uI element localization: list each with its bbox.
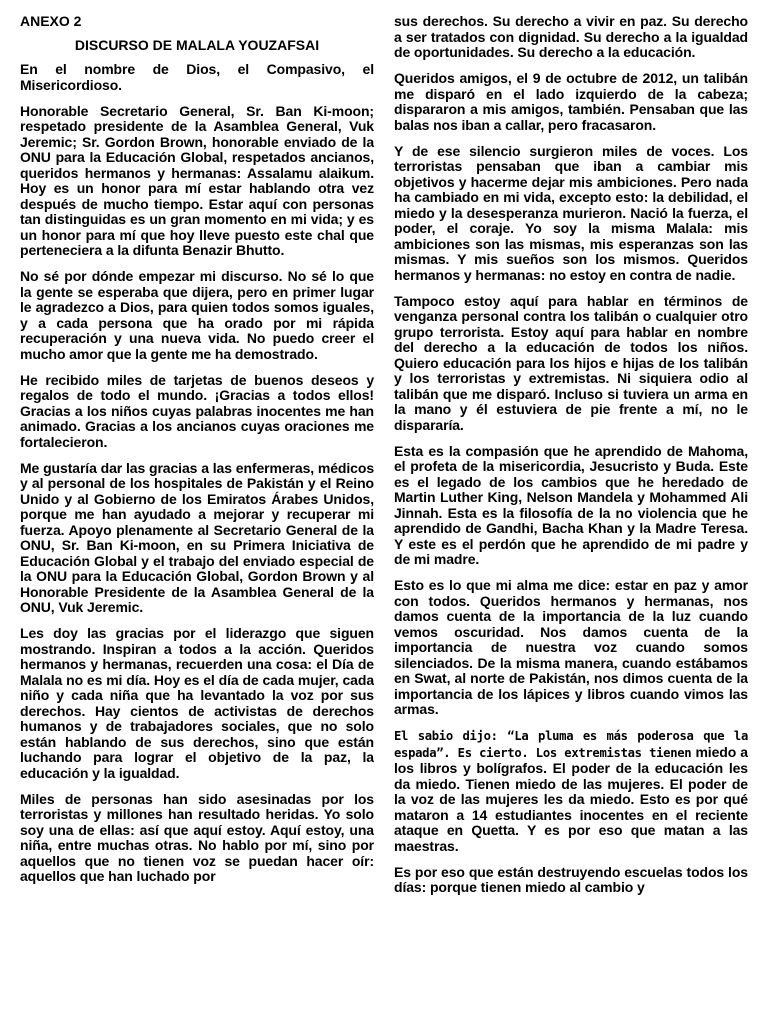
left-column <box>20 14 374 1024</box>
quote-rest-text: miedo a los libros y bolígrafos. El poder de la educación les da miedo. Tienen miedo de las mujeres. El poder de la voz de las mujeres les da miedo. Esto es por qué mataron a 14 estudiantes inocentes en el reciente ataque en Quetta. Y es por eso que matan a las maestras. <box>394 743 748 854</box>
paragraph: Esto es lo que mi alma me dice: estar en paz y amor con todos. Queridos hermanos y hermanas, nos damos cuenta de la importancia de la luz cuando vemos oscuridad. Nos damos cuenta de la importancia de nuestra voz cuando somos silenciados. De la misma manera, cuando estábamos en Swat, al norte de Pakistán, nos dimos cuenta de la importancia de los lápices y libros cuando vimos las armas. <box>394 577 748 717</box>
paragraph: Honorable Secretario General, Sr. Ban Ki-moon; respetado presidente de la Asamblea General, Vuk Jeremic; Sr. Gordon Brown, honorable enviado de la ONU para la Educación Global, respetados ancianos, queridos hermanos y hermanas: Assalamu alaikum. Hoy es un honor para mí estar hablando otra vez después de mucho tiempo. Estar aquí con personas tan distinguidas es un gran momento en mi vida; y es un honor para mí que hoy lleve puesto este chal que perteneciera a la difunta Benazir Bhutto. <box>20 102 374 258</box>
paragraph: Miles de personas han sido asesinadas por los terroristas y millones han resultado heridas. Yo solo soy una de ellas: así que aquí estoy. Aquí estoy, una niña, entre muchas otras. No hablo por mí, sino por aquellos que no tienen voz se puedan hacer oír: aquellos que han luchado por <box>20 790 374 884</box>
right-column <box>394 14 748 1024</box>
paragraph: Y de ese silencio surgieron miles de voces. Los terroristas pensaban que iban a cambiar mis objetivos y hacerme dejar mis ambiciones. Pero nada ha cambiado en mi vida, excepto esto: la debilidad, el miedo y la desesperanza murieron. Nació la fuerza, el poder, el coraje. Yo soy la misma Malala: mis ambiciones son las mismas, mis esperanzas son las mismas. Y mis sueños son los mismos. Queridos hermanos y hermanas: no estoy en contra de nadie. <box>394 142 748 283</box>
paragraph: Les doy las gracias por el liderazgo que siguen mostrando. Inspiran a todos a la acción. Queridos hermanos y hermanas, recuerden una cosa: el Día de Malala no es mi día. Hoy es el día de cada mujer, cada niño y cada niña que ha levantado la voz por sus derechos. Hay cientos de activistas de derechos humanos y de trabajadores sociales, que no solo están hablando de sus derechos, sino que están luchando para lograr el objetivo de la paz, la educación y la igualdad. <box>20 625 374 781</box>
paragraph: Queridos amigos, el 9 de octubre de 2012, un talibán me disparó en el lado izquierdo de la cabeza; dispararon a mis amigos, también. Pensaban que las balas nos iban a callar, pero fracasaron. <box>394 70 748 133</box>
paragraph: Tampoco estoy aquí para hablar en términos de venganza personal contra los talibán o cualquier otro grupo terrorista. Estoy aquí para hablar en nombre del derecho a la educación de todos los niños. Quiero educación para los hijos e hijas de los talibán y los terroristas y extremistas. Ni siquiera odio al talibán que me disparó. Incluso si tuviera un arma en la mano y él estuviera de pie frente a mí, no le dispararía. <box>394 292 748 433</box>
paragraph: Me gustaría dar las gracias a las enfermeras, médicos y al personal de los hospitales de Pakistán y el Reino Unido y al Gobierno de los Emiratos Árabes Unidos, porque me han ayudado a mejorar y recuperar mi fuerza. Apoyo plenamente al Secretario General de la ONU, Sr. Ban Ki-moon, en su Primera Iniciativa de Educación Global y el trabajo del enviado especial de la ONU para la Educación Global, Gordon Brown y al Honorable Presidente de la Asamblea General de la ONU, Vuk Jeremic. <box>20 459 374 615</box>
paragraph: No sé por dónde empezar mi discurso. No sé lo que la gente se esperaba que dijera, pero en primer lugar le agradezco a Dios, para quien todos somos iguales, y a cada persona que ha orado por mi rápida recuperación y una nueva vida. No puedo creer el mucho amor que la gente me ha demostrado. <box>20 268 374 362</box>
quote-paragraph <box>394 728 748 854</box>
annex-label: ANEXO 2 <box>20 14 82 29</box>
quote-text: El sabio dijo: “La pluma es más poderosa que la espada”. Es cierto. Los extremistas tienen <box>394 729 748 760</box>
paragraph: sus derechos. Su derecho a vivir en paz. Su derecho a ser tratados con dignidad. Su derecho a la igualdad de oportunidades. Su derecho a la educación. <box>394 14 748 60</box>
speech-title: DISCURSO DE MALALA YOUZAFSAI <box>74 36 320 53</box>
paragraph: He recibido miles de tarjetas de buenos deseos y regalos de todo el mundo. ¡Gracias a todos ellos! Gracias a los niños cuyas palabras inocentes me han animado. Gracias a los ancianos cuyas oraciones me fortalecieron. <box>20 371 374 450</box>
paragraph: Esta es la compasión que he aprendido de Mahoma, el profeta de la misericordia, Jesucristo y Buda. Este es el legado de los cambios que he heredado de Martin Luther King, Nelson Mandela y Mohammed Ali Jinnah. Esta es la filosofía de la no violencia que he aprendido de Gandhi, Bacha Khan y la Madre Teresa. Y este es el perdón que he aprendido de mi padre y de mi madre. <box>394 442 748 567</box>
paragraph: En el nombre de Dios, el Compasivo, el Misericordioso. <box>20 61 374 93</box>
paragraph: Es por eso que están destruyendo escuelas todos los días: porque tienen miedo al cambio y <box>394 863 748 895</box>
